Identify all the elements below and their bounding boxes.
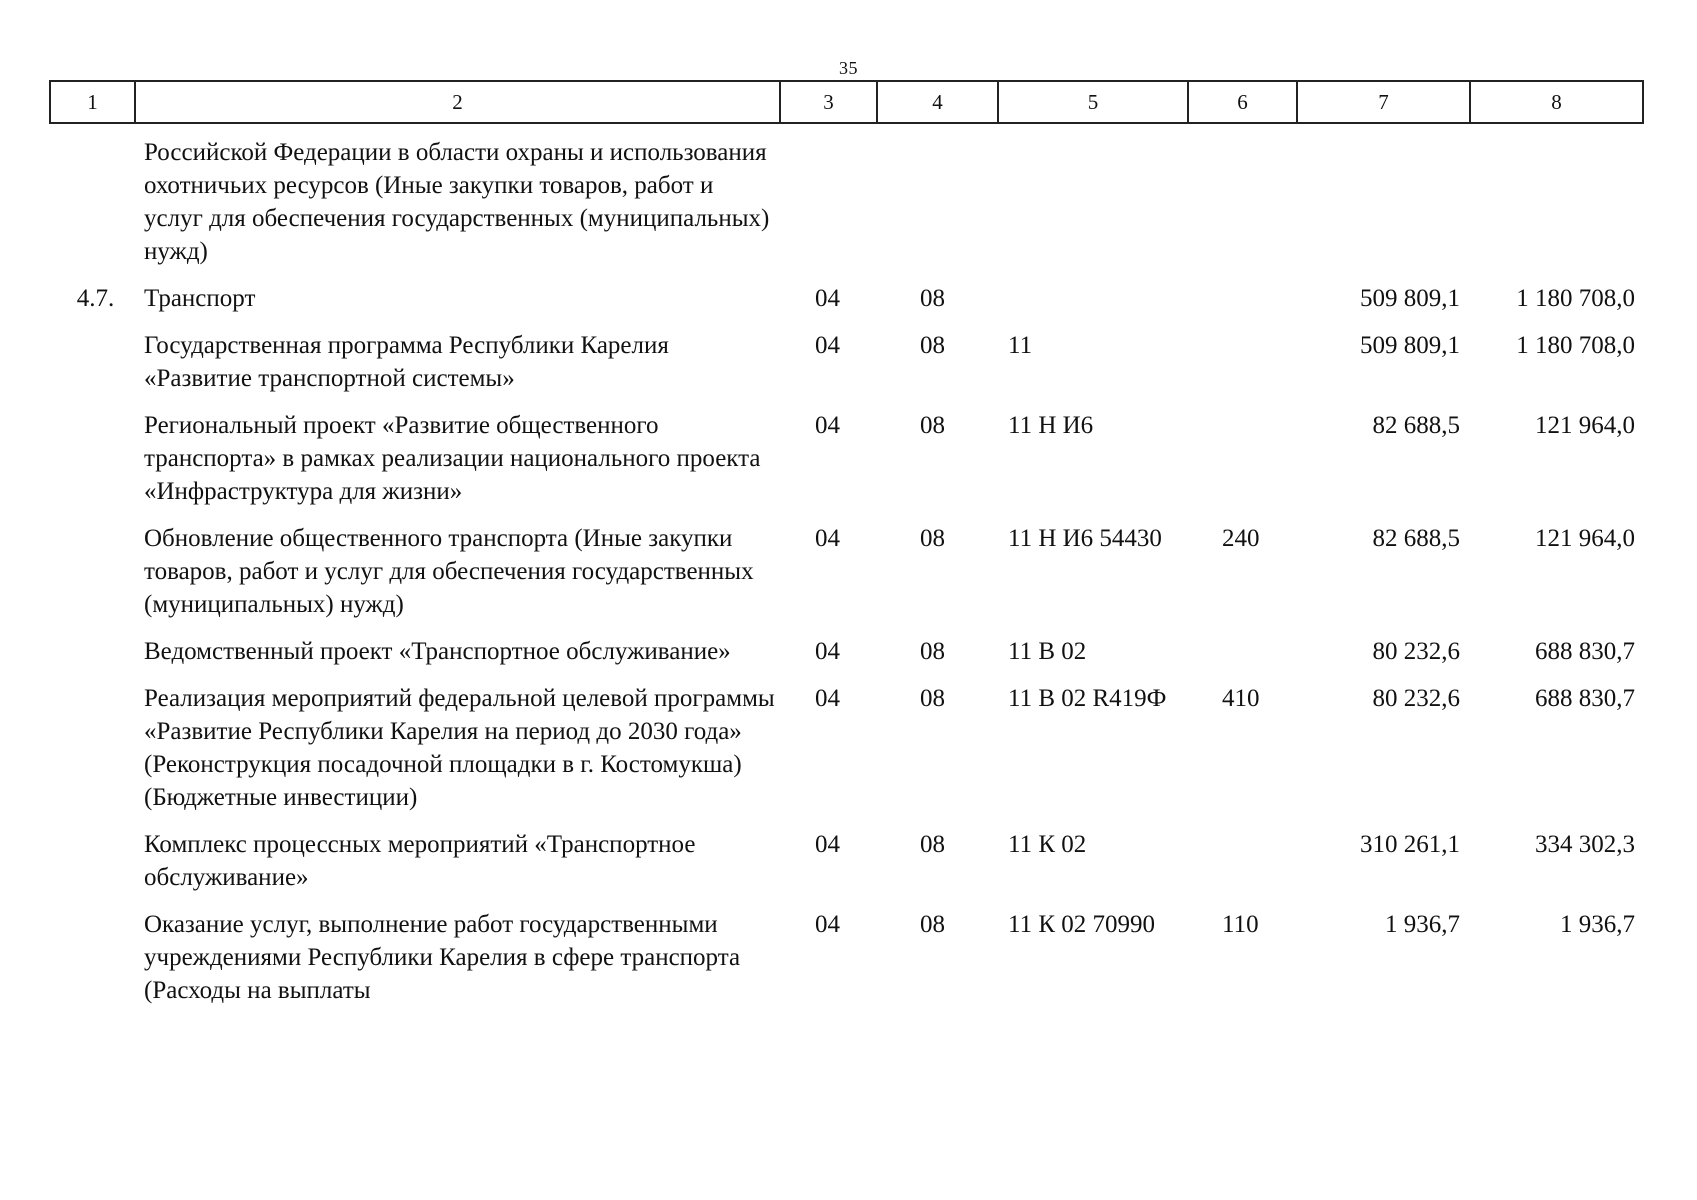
row-section-code: 04 xyxy=(815,831,840,858)
row-target-article-code: 11 К 02 70990 xyxy=(1008,911,1155,938)
row-amount-col7: 80 232,6 xyxy=(1372,638,1460,665)
row-amount-col8: 121 964,0 xyxy=(1535,525,1635,552)
row-subsection-code: 08 xyxy=(920,685,945,712)
row-amount-col8: 1 936,7 xyxy=(1560,911,1635,938)
row-number xyxy=(50,395,135,508)
column-header-2: 2 xyxy=(135,81,780,123)
row-amount-col7: 310 261,1 xyxy=(1360,831,1460,858)
row-target-article-code xyxy=(998,268,1188,315)
row-section-code: 04 xyxy=(815,525,840,552)
row-target-article-code xyxy=(998,123,1188,268)
row-name: Оказание услуг, выполнение работ государственными учреждениями Республики Карелия в сфере транспорта (Расходы на выплаты xyxy=(144,911,741,1004)
row-amount-col7: 509 809,1 xyxy=(1360,332,1460,359)
row-amount-col7: 80 232,6 xyxy=(1372,685,1460,712)
row-target-article-code: 11 Н И6 54430 xyxy=(1008,525,1162,552)
row-section-code xyxy=(780,123,877,268)
row-name: Обновление общественного транспорта (Иные закупки товаров, работ и услуг для обеспечения государственных (муниципальных) нужд) xyxy=(144,525,754,618)
row-amount-col8: 688 830,7 xyxy=(1535,685,1635,712)
table-row xyxy=(50,894,1643,1007)
row-expense-type-code: 410 xyxy=(1222,685,1260,712)
column-header-6: 6 xyxy=(1188,81,1297,123)
row-target-article-code: 11 В 02 xyxy=(1008,638,1087,665)
row-name: Комплекс процессных мероприятий «Транспортное обслуживание» xyxy=(144,831,696,891)
row-section-code: 04 xyxy=(815,638,840,665)
row-amount-col8: 688 830,7 xyxy=(1535,638,1635,665)
budget-table-container xyxy=(49,80,1642,1007)
row-amount-col8: 1 180 708,0 xyxy=(1516,285,1635,312)
row-number: 4.7. xyxy=(76,285,115,312)
table-row xyxy=(50,508,1643,621)
row-expense-type-code: 110 xyxy=(1222,911,1259,938)
row-expense-type-code xyxy=(1188,123,1297,268)
row-expense-type-code xyxy=(1188,621,1297,668)
row-section-code: 04 xyxy=(815,911,840,938)
row-amount-col8: 121 964,0 xyxy=(1535,412,1635,439)
budget-table xyxy=(49,80,1644,1007)
table-row xyxy=(50,268,1643,315)
row-amount-col7: 1 936,7 xyxy=(1385,911,1460,938)
table-row xyxy=(50,668,1643,814)
column-header-8: 8 xyxy=(1470,81,1643,123)
table-row xyxy=(50,621,1643,668)
row-section-code: 04 xyxy=(815,412,840,439)
row-subsection-code: 08 xyxy=(920,412,945,439)
row-number xyxy=(50,315,135,395)
row-section-code: 04 xyxy=(815,685,840,712)
column-header-3: 3 xyxy=(780,81,877,123)
row-name: Ведомственный проект «Транспортное обслуживание» xyxy=(144,638,731,665)
row-number xyxy=(50,668,135,814)
row-expense-type-code xyxy=(1188,315,1297,395)
row-expense-type-code xyxy=(1188,395,1297,508)
page-number: 35 xyxy=(839,58,858,78)
row-amount-col7: 82 688,5 xyxy=(1372,412,1460,439)
row-number xyxy=(50,508,135,621)
row-amount-col7 xyxy=(1297,123,1470,268)
row-subsection-code: 08 xyxy=(920,638,945,665)
row-number xyxy=(50,621,135,668)
row-name: Транспорт xyxy=(144,285,256,312)
table-row xyxy=(50,315,1643,395)
row-subsection-code: 08 xyxy=(920,831,945,858)
row-target-article-code: 11 xyxy=(1008,332,1033,359)
table-header xyxy=(50,81,1643,123)
column-number-row xyxy=(50,81,1643,123)
row-subsection-code: 08 xyxy=(920,332,945,359)
row-expense-type-code: 240 xyxy=(1222,525,1260,552)
row-amount-col7: 509 809,1 xyxy=(1360,285,1460,312)
row-amount-col8: 334 302,3 xyxy=(1535,831,1635,858)
row-expense-type-code xyxy=(1188,814,1297,894)
row-subsection-code: 08 xyxy=(920,525,945,552)
row-target-article-code: 11 Н И6 xyxy=(1008,412,1094,439)
row-number xyxy=(50,894,135,1007)
row-number xyxy=(50,123,135,268)
row-subsection-code: 08 xyxy=(920,911,945,938)
column-header-7: 7 xyxy=(1297,81,1470,123)
row-section-code: 04 xyxy=(815,332,840,359)
row-target-article-code: 11 К 02 xyxy=(1008,831,1087,858)
table-row xyxy=(50,123,1643,268)
row-subsection-code: 08 xyxy=(920,285,945,312)
row-name: Российской Федерации в области охраны и использования охотничьих ресурсов (Иные закупки товаров, работ и услуг для обеспечения государственных (муниципальных) нужд) xyxy=(144,139,770,265)
row-name: Реализация мероприятий федеральной целевой программы «Развитие Республики Карелия на период до 2030 года» (Реконструкция посадочной площадки в г. Костомукша) (Бюджетные инвестиции) xyxy=(144,685,775,811)
row-expense-type-code xyxy=(1188,268,1297,315)
row-amount-col8 xyxy=(1470,123,1643,268)
row-name: Государственная программа Республики Карелия «Развитие транспортной системы» xyxy=(144,332,669,392)
column-header-5: 5 xyxy=(998,81,1188,123)
row-number xyxy=(50,814,135,894)
table-row xyxy=(50,395,1643,508)
row-amount-col8: 1 180 708,0 xyxy=(1516,332,1635,359)
row-name: Региональный проект «Развитие общественного транспорта» в рамках реализации национального проекта «Инфраструктура для жизни» xyxy=(144,412,761,505)
row-amount-col7: 82 688,5 xyxy=(1372,525,1460,552)
column-header-1: 1 xyxy=(50,81,135,123)
column-header-4: 4 xyxy=(877,81,998,123)
table-body xyxy=(50,123,1643,1007)
table-row xyxy=(50,814,1643,894)
row-section-code: 04 xyxy=(815,285,840,312)
row-subsection-code xyxy=(877,123,998,268)
row-target-article-code: 11 В 02 R419Ф xyxy=(1008,685,1167,712)
